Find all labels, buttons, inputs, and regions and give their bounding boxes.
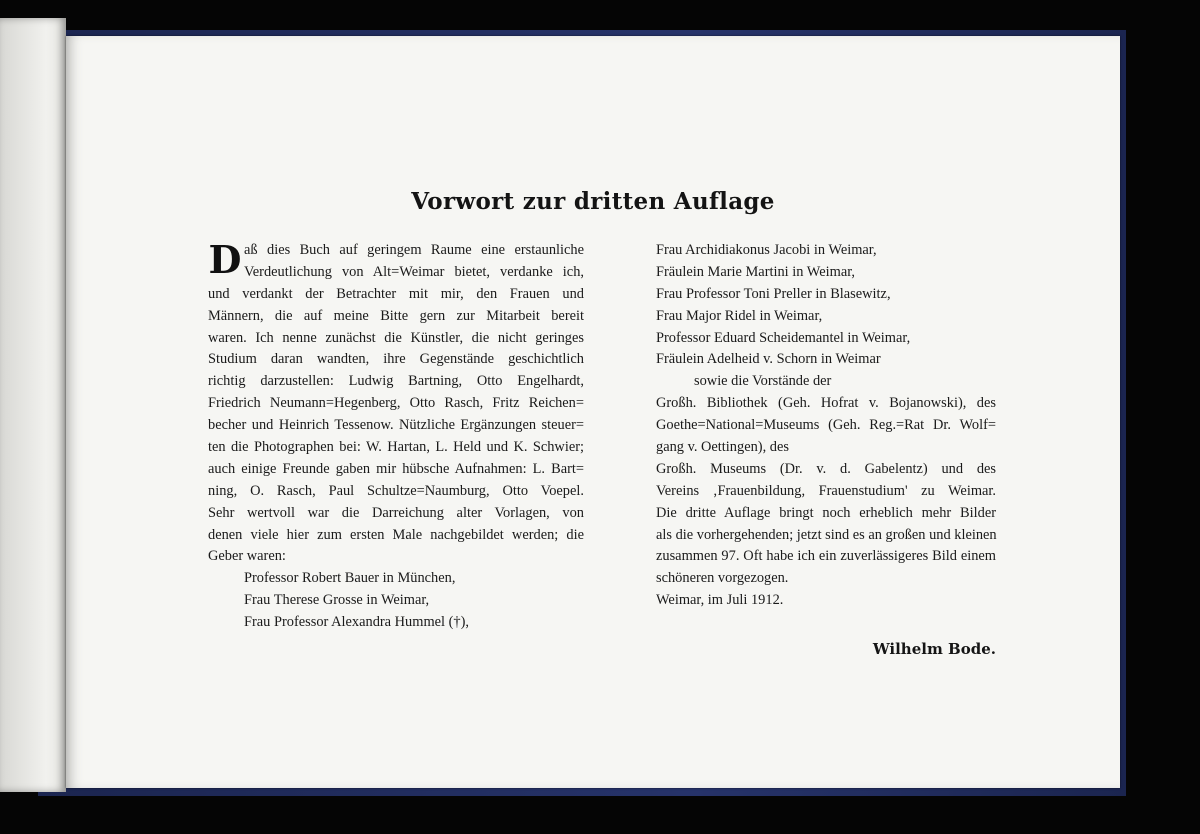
right-column	[656, 240, 996, 612]
signature: Wilhelm Bode.	[872, 640, 996, 658]
institution-list	[656, 393, 996, 502]
text-line: Frau Therese Grosse in Weimar,	[244, 592, 430, 609]
text-line: Frau Professor Alexandra Hummel (†),	[244, 614, 470, 631]
text-line: becher und Heinrich Tessenow. Nützliche Ergänzungen steuer=	[208, 417, 584, 434]
place-date: Weimar, im Juli 1912.	[656, 592, 784, 609]
text-line: waren. Ich nenne zunächst die Künstler, die nicht geringes	[208, 329, 584, 346]
text-line: Großh. Museums (Dr. v. d. Gabelentz) und des	[656, 460, 996, 477]
text-line: denen viele hier zum ersten Male nachgebildet werden; die	[208, 526, 584, 543]
text-line: gang v. Oettingen), des	[656, 439, 789, 456]
text-line: ten die Photographen bei: W. Hartan, L. Held und K. Schwier;	[208, 439, 584, 456]
donor-list-right	[656, 240, 996, 371]
text-line: Goethe=National=Museums (Geh. Reg.=Rat Dr. Wolf=	[656, 417, 996, 434]
text-line: und verdankt der Betrachter mit mir, den Frauen und	[208, 285, 584, 302]
text-line: Männern, die auf meine Bitte gern zur Mitarbeit bereit	[208, 307, 584, 324]
left-column	[208, 240, 584, 634]
text-line: Frau Professor Toni Preller in Blasewitz,	[656, 285, 891, 302]
book-page	[66, 36, 1120, 788]
text-line: richtig darzustellen: Ludwig Bartning, Otto Engelhardt,	[208, 373, 584, 390]
page-title: Vorwort zur dritten Auflage	[411, 188, 775, 215]
text-line: Großh. Bibliothek (Geh. Hofrat v. Bojanowski), des	[656, 395, 996, 412]
donor-list-left	[208, 568, 584, 634]
text-line: Fräulein Marie Martini in Weimar,	[656, 263, 856, 280]
text-line: zusammen 97. Oft habe ich ein zuverlässigeres Bild einem	[656, 548, 996, 565]
text-line: auch einige Freunde gaben mir hübsche Aufnahmen: L. Bart=	[208, 460, 584, 477]
text-line: Fräulein Adelheid v. Schorn in Weimar	[656, 351, 881, 368]
text-line: als die vorhergehenden; jetzt sind es an großen und kleinen	[656, 526, 997, 543]
left-page-edge	[0, 18, 66, 792]
text-line: Geber waren:	[208, 548, 286, 565]
text-line: Frau Archidiakonus Jacobi in Weimar,	[656, 242, 877, 258]
text-line: Vereins ‚Frauenbildung, Frauenstudium' zu Weimar.	[656, 482, 996, 499]
opening-lines	[208, 240, 584, 284]
text-line: schöneren vorgezogen.	[656, 570, 789, 587]
text-line: Verdeutlichung von Alt=Weimar bietet, verdanke ich,	[244, 263, 584, 280]
institutions-intro: sowie die Vorstände der	[694, 373, 832, 390]
text-line: Frau Major Ridel in Weimar,	[656, 307, 823, 324]
text-line: aß dies Buch auf geringem Raume eine erstaunliche	[244, 242, 584, 258]
text-line: Sehr wertvoll war die Darreichung alter Vorlagen, von	[208, 504, 584, 521]
text-line: Friedrich Neumann=Hegenberg, Otto Rasch, Fritz Reichen=	[208, 395, 584, 412]
text-line: Professor Robert Bauer in München,	[244, 570, 456, 587]
text-line: Die dritte Auflage bringt noch erheblich mehr Bilder	[656, 504, 996, 521]
closing-paragraph	[656, 503, 996, 569]
text-line: Professor Eduard Scheidemantel in Weimar,	[656, 329, 911, 346]
text-line: Studium daran wandten, ihre Gegenstände geschichtlich	[208, 351, 584, 368]
text-line: ning, O. Rasch, Paul Schultze=Naumburg, Otto Voepel.	[208, 482, 584, 499]
left-paragraph	[208, 284, 584, 547]
drop-cap: D	[208, 240, 242, 282]
